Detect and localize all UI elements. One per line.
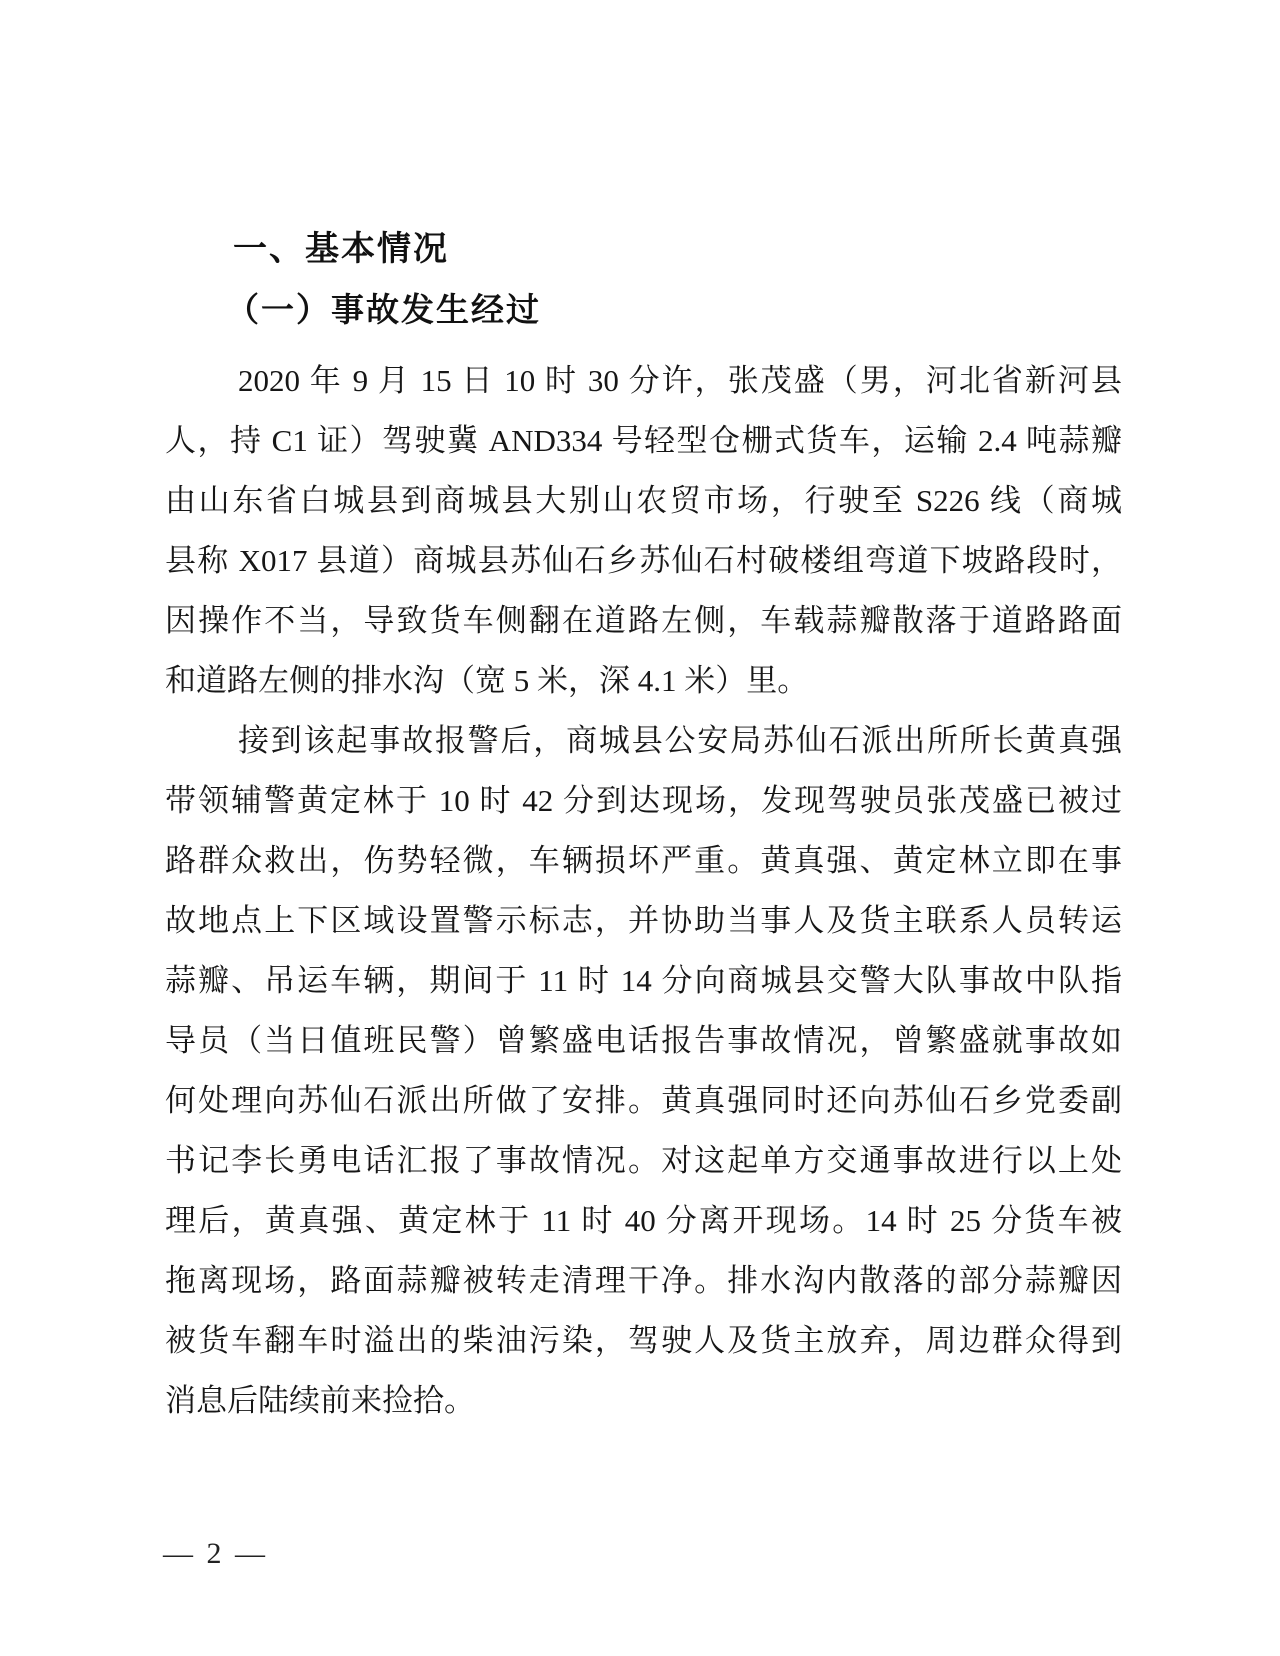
- body-line: 导员（当日值班民警）曾繁盛电话报告事故情况，曾繁盛就事故如: [165, 1023, 1122, 1058]
- body-line: 2020 年 9 月 15 日 10 时 30 分许，张茂盛（男，河北省新河县: [238, 363, 1122, 398]
- section-heading: 一、基本情况: [233, 230, 449, 268]
- page-number: — 2 —: [163, 1537, 268, 1570]
- body-line: 接到该起事故报警后，商城县公安局苏仙石派出所所长黄真强: [238, 723, 1122, 758]
- body-line: 因操作不当，导致货车侧翻在道路左侧，车载蒜瓣散落于道路路面: [165, 603, 1122, 638]
- body-line: 书记李长勇电话汇报了事故情况。对这起单方交通事故进行以上处: [165, 1143, 1122, 1178]
- body-line: 消息后陆续前来捡拾。: [165, 1383, 475, 1418]
- body-line: 带领辅警黄定林于 10 时 42 分到达现场，发现驾驶员张茂盛已被过: [165, 783, 1122, 818]
- body-line: 人，持 C1 证）驾驶冀 AND334 号轻型仓栅式货车，运输 2.4 吨蒜瓣: [165, 423, 1122, 458]
- body-text-block: [165, 351, 1122, 1431]
- body-line: 拖离现场，路面蒜瓣被转走清理干净。排水沟内散落的部分蒜瓣因: [165, 1263, 1122, 1298]
- body-line: 理后，黄真强、黄定林于 11 时 40 分离开现场。14 时 25 分货车被: [165, 1203, 1122, 1238]
- body-line: 被货车翻车时溢出的柴油污染，驾驶人及货主放弃，周边群众得到: [165, 1323, 1122, 1358]
- body-line: 和道路左侧的排水沟（宽 5 米，深 4.1 米）里。: [165, 663, 809, 698]
- body-line: 故地点上下区域设置警示标志，并协助当事人及货主联系人员转运: [165, 903, 1122, 938]
- body-line: 由山东省白城县到商城县大别山农贸市场，行驶至 S226 线（商城: [165, 483, 1122, 518]
- body-line: 县称 X017 县道）商城县苏仙石乡苏仙石村破楼组弯道下坡路段时，: [165, 543, 1122, 578]
- body-line: 路群众救出，伤势轻微，车辆损坏严重。黄真强、黄定林立即在事: [165, 843, 1122, 878]
- subsection-heading: （一）事故发生经过: [226, 293, 541, 329]
- body-line: 蒜瓣、吊运车辆，期间于 11 时 14 分向商城县交警大队事故中队指: [165, 963, 1122, 998]
- body-line: 何处理向苏仙石派出所做了安排。黄真强同时还向苏仙石乡党委副: [165, 1083, 1122, 1118]
